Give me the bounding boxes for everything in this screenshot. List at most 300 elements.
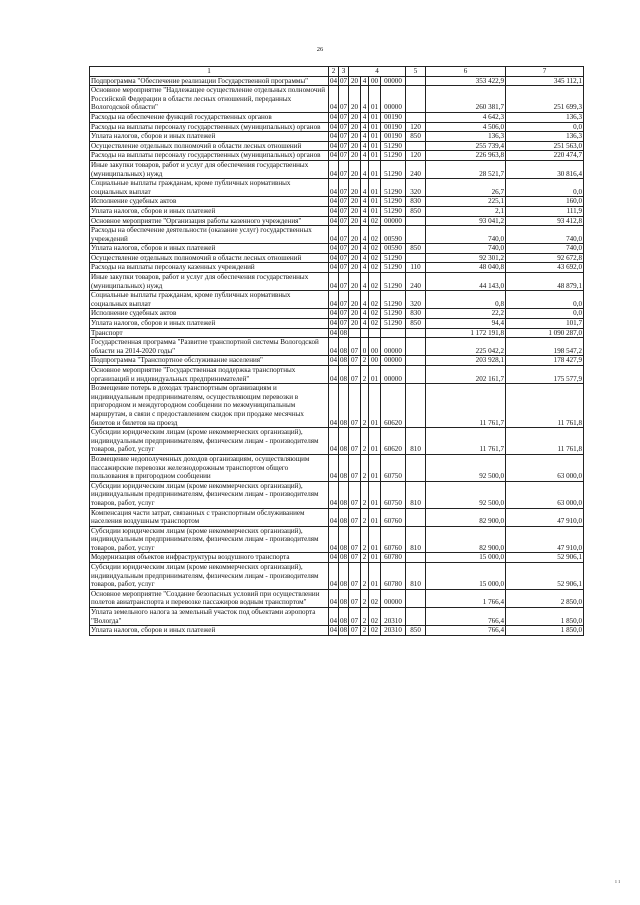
expense-type-cell: 830 [406, 309, 426, 319]
program-code-cell: 20 [349, 76, 361, 86]
table-row [90, 122, 584, 132]
row-name-cell: Транспорт [90, 328, 329, 338]
direction-code-cell: 51290 [381, 263, 406, 273]
subsection-code-cell: 08 [340, 356, 348, 365]
amount-year2-cell: 11 761,8 [506, 428, 584, 455]
event-code-cell: 01 [369, 112, 381, 122]
row-name-cell: Иные закупки товаров, работ и услуг для обеспечения государственных (муниципальных) нужд [90, 160, 329, 178]
amount-year2-cell: 251 699,3 [506, 86, 584, 113]
section-code-cell: 04 [329, 563, 339, 590]
amount-year2-cell: 47 910,0 [506, 526, 584, 553]
program-code-cell: 07 [349, 626, 361, 636]
subprogram-code-cell: 4 [361, 309, 369, 319]
subprogram-code-cell: 4 [361, 141, 369, 151]
amount-year1-cell: 92 500,0 [426, 454, 506, 481]
expense-type-cell [406, 589, 426, 607]
table-row [90, 112, 584, 122]
direction-code-cell: 60620 [381, 384, 406, 428]
expense-type-cell [406, 226, 426, 244]
section-code-cell: 04 [329, 454, 339, 481]
program-code-cell: 20 [349, 132, 361, 142]
amount-year2-cell: 63 000,0 [506, 481, 584, 508]
table-row [90, 179, 584, 197]
direction-code-cell: 51290 [381, 141, 406, 151]
event-code-cell: 02 [369, 263, 381, 273]
event-code-cell: 01 [369, 366, 381, 384]
direction-code-cell: 51290 [381, 160, 406, 178]
row-name-cell: Иные закупки товаров, работ и услуг для обеспечения государственных (муниципальных) нужд [90, 273, 329, 291]
subsection-code-cell: 07 [339, 179, 349, 197]
expense-type-cell [406, 328, 426, 338]
direction-code-cell: 00000 [381, 76, 406, 86]
expense-type-cell [406, 112, 426, 122]
table-row [90, 141, 584, 151]
row-name-cell: Расходы на выплаты персоналу государственных (муниципальных) органов [90, 122, 329, 132]
event-code-cell: 00 [369, 338, 381, 356]
amount-year2-cell: 251 563,0 [506, 141, 584, 151]
amount-year1-cell: 48 040,8 [426, 263, 506, 273]
direction-code-cell: 00590 [381, 244, 406, 254]
table-row [90, 76, 584, 86]
row-name-cell: Субсидии юридическим лицам (кроме некоммерческих организаций), индивидуальным предпринимателям, физическим лицам - производителям товаров, работ, услуг [90, 481, 329, 508]
subprogram-code-cell: 2 [361, 589, 369, 607]
program-code-cell: 20 [349, 206, 361, 216]
event-code-cell: 02 [369, 244, 381, 254]
table-row [90, 160, 584, 178]
subsection-code-cell: 07 [340, 216, 348, 225]
amount-year1-cell: 740,0 [426, 226, 506, 244]
amount-year2-cell: 48 879,1 [506, 273, 584, 291]
column-header: 3 [339, 67, 349, 77]
section-code-cell: 04 [330, 216, 338, 225]
row-name-cell: Основное мероприятие "Организация работы казенного учреждения" [90, 216, 329, 226]
program-code-cell: 20 [349, 122, 361, 132]
program-code-cell: 07 [349, 454, 361, 481]
section-code-cell: 04 [330, 319, 338, 328]
amount-year1-cell: 93 041,2 [426, 216, 506, 226]
program-code-cell: 07 [349, 384, 361, 428]
section-code-cell: 04 [330, 122, 338, 131]
row-name-cell: Исполнение судебных актов [90, 197, 329, 207]
subsection-code-cell: 07 [339, 273, 349, 291]
subprogram-code-cell: 4 [361, 216, 369, 226]
expense-type-cell [406, 253, 426, 263]
table-body [90, 76, 584, 635]
amount-year1-cell: 22,2 [426, 309, 506, 319]
expense-type-cell: 240 [406, 273, 426, 291]
program-code-cell: 07 [349, 526, 361, 553]
row-name-cell: Подпрограмма "Обеспечение реализации Государственной программы" [90, 76, 329, 86]
direction-code-cell: 51290 [381, 319, 406, 329]
program-code-cell: 07 [349, 508, 361, 526]
row-name-cell: Расходы на выплаты персоналу казенных учреждений [90, 263, 329, 273]
table-row [90, 253, 584, 263]
amount-year1-cell: 766,4 [426, 626, 506, 636]
subprogram-code-cell: 4 [361, 263, 369, 273]
amount-year1-cell: 226 963,8 [426, 151, 506, 161]
program-code-cell: 20 [349, 160, 361, 178]
subprogram-code-cell: 4 [361, 253, 369, 263]
row-name-cell: Государственная программа "Развитие транспортной системы Вологодской области на 2014-2020 годы" [90, 338, 329, 356]
subsection-code-cell: 08 [339, 481, 349, 508]
amount-year1-cell: 44 143,0 [426, 273, 506, 291]
direction-code-cell: 00000 [381, 589, 406, 607]
amount-year2-cell: 740,0 [506, 226, 584, 244]
table-row [90, 263, 584, 273]
subsection-code-cell: 08 [340, 553, 348, 562]
row-name-cell: Субсидии юридическим лицам (кроме некоммерческих организаций), индивидуальным предпринимателям, физическим лицам - производителям товаров, работ, услуг [90, 563, 329, 590]
program-code-cell: 20 [349, 179, 361, 197]
expense-type-cell: 320 [406, 179, 426, 197]
event-code-cell: 01 [369, 428, 381, 455]
program-code-cell: 20 [349, 197, 361, 207]
direction-code-cell: 00190 [381, 122, 406, 132]
subsection-code-cell: 07 [340, 76, 348, 85]
amount-year1-cell: 2,1 [426, 206, 506, 216]
budget-table [89, 66, 584, 636]
direction-code-cell: 60780 [381, 553, 406, 563]
event-code-cell: 00 [369, 76, 381, 86]
amount-year2-cell: 52 906,1 [506, 553, 584, 563]
section-code-cell: 04 [329, 273, 339, 291]
table-row [90, 366, 584, 384]
event-code-cell: 01 [369, 151, 381, 161]
expense-type-cell: 850 [406, 319, 426, 329]
table-row [90, 216, 584, 226]
row-name-cell: Уплата налогов, сборов и иных платежей [90, 206, 329, 216]
subprogram-code-cell: 4 [361, 206, 369, 216]
amount-year2-cell: 111,9 [506, 206, 584, 216]
direction-code-cell: 51290 [381, 291, 406, 309]
subsection-code-cell: 08 [340, 626, 348, 635]
subprogram-code-cell: 4 [361, 179, 369, 197]
expense-type-cell [406, 86, 426, 113]
subprogram-code-cell: 2 [361, 608, 369, 626]
subsection-code-cell: 07 [340, 253, 348, 262]
table-row [90, 553, 584, 563]
row-name-cell: Осуществление отдельных полномочий в области лесных отношений [90, 141, 329, 151]
amount-year2-cell: 345 112,1 [506, 76, 584, 86]
section-code-cell: 04 [330, 553, 338, 562]
row-name-cell: Модернизация объектов инфраструктуры воздушного транспорта [90, 553, 329, 563]
column-header: 7 [506, 67, 584, 77]
subprogram-code-cell: 2 [361, 481, 369, 508]
row-name-cell: Уплата земельного налога за земельный участок под объектами аэропорта "Вологда" [90, 608, 329, 626]
section-code-cell: 04 [330, 132, 338, 141]
program-code-cell [349, 328, 361, 338]
subsection-code-cell: 07 [340, 122, 348, 131]
subsection-code-cell: 07 [340, 206, 348, 215]
direction-code-cell: 20310 [381, 608, 406, 626]
subprogram-code-cell: 4 [361, 86, 369, 113]
subsection-code-cell: 08 [339, 384, 349, 428]
amount-year1-cell: 0,8 [426, 291, 506, 309]
subsection-code-cell: 07 [340, 263, 348, 272]
expense-type-cell [406, 141, 426, 151]
expense-type-cell: 240 [406, 160, 426, 178]
row-name-cell: Компенсация части затрат, связанных с транспортным обслуживанием населения воздушным транспортом [90, 508, 329, 526]
subprogram-code-cell: 4 [361, 112, 369, 122]
section-code-cell: 04 [329, 526, 339, 553]
subsection-code-cell: 08 [339, 508, 349, 526]
section-code-cell: 04 [330, 206, 338, 215]
event-code-cell: 02 [369, 253, 381, 263]
direction-code-cell: 20310 [381, 626, 406, 636]
amount-year1-cell: 1 766,4 [426, 589, 506, 607]
direction-code-cell: 51290 [381, 151, 406, 161]
row-name-cell: Расходы на выплаты персоналу государственных (муниципальных) органов [90, 151, 329, 161]
amount-year2-cell: 1 850,0 [506, 626, 584, 636]
amount-year1-cell: 26,7 [426, 179, 506, 197]
direction-code-cell: 51290 [381, 197, 406, 207]
direction-code-cell: 60760 [381, 526, 406, 553]
expense-type-cell: 850 [406, 132, 426, 142]
amount-year2-cell: 160,0 [506, 197, 584, 207]
event-code-cell: 02 [369, 319, 381, 329]
subprogram-code-cell: 2 [361, 626, 369, 636]
subprogram-code-cell: 4 [361, 273, 369, 291]
direction-code-cell: 00000 [381, 366, 406, 384]
expense-type-cell: 850 [406, 244, 426, 254]
row-name-cell: Расходы на обеспечение функций государственных органов [90, 112, 329, 122]
amount-year1-cell: 766,4 [426, 608, 506, 626]
row-name-cell: Уплата налогов, сборов и иных платежей [90, 319, 329, 329]
table-row [90, 197, 584, 207]
event-code-cell: 01 [369, 197, 381, 207]
direction-code-cell: 60760 [381, 508, 406, 526]
row-name-cell: Социальные выплаты гражданам, кроме публичных нормативных социальных выплат [90, 179, 329, 197]
amount-year2-cell: 198 547,2 [506, 338, 584, 356]
section-code-cell: 04 [329, 160, 339, 178]
table-row [90, 244, 584, 254]
program-code-cell: 20 [349, 273, 361, 291]
event-code-cell: 01 [369, 563, 381, 590]
subprogram-code-cell: 4 [361, 132, 369, 142]
row-name-cell: Уплата налогов, сборов и иных платежей [90, 132, 329, 142]
program-code-cell: 20 [349, 151, 361, 161]
table-row [90, 608, 584, 626]
amount-year1-cell: 136,3 [426, 132, 506, 142]
amount-year1-cell: 94,4 [426, 319, 506, 329]
direction-code-cell: 60620 [381, 428, 406, 455]
row-name-cell: Возмещение потерь в доходах транспортным организациям и индивидуальным предпринимателям, осуществляющим перевозки в пригородном и междугородном сообщении по межмуниципальным маршрутам, в связи с предоставлением скидок при продаже месячных билетов и билетов на проезд [90, 384, 329, 428]
table-row [90, 356, 584, 366]
section-code-cell: 04 [330, 244, 338, 253]
subprogram-code-cell: 2 [361, 454, 369, 481]
event-code-cell: 02 [369, 216, 381, 226]
event-code-cell: 02 [369, 589, 381, 607]
subprogram-code-cell: 2 [361, 366, 369, 384]
table-row [90, 384, 584, 428]
subprogram-code-cell: 4 [361, 319, 369, 329]
amount-year2-cell: 1 850,0 [506, 608, 584, 626]
table-row [90, 309, 584, 319]
subprogram-code-cell: 4 [361, 151, 369, 161]
amount-year1-cell: 92 500,0 [426, 481, 506, 508]
row-name-cell: Подпрограмма "Транспортное обслуживание населения" [90, 356, 329, 366]
event-code-cell: 01 [369, 86, 381, 113]
section-code-cell: 04 [329, 86, 339, 113]
margin-mark: ı ı [615, 879, 620, 885]
subsection-code-cell: 08 [339, 563, 349, 590]
amount-year1-cell: 82 900,0 [426, 508, 506, 526]
table-row [90, 273, 584, 291]
amount-year1-cell: 11 761,7 [426, 428, 506, 455]
table-row [90, 86, 584, 113]
section-code-cell: 04 [330, 151, 338, 160]
amount-year2-cell: 0,0 [506, 179, 584, 197]
subprogram-code-cell: 0 [361, 338, 369, 356]
amount-year2-cell: 93 412,8 [506, 216, 584, 226]
expense-type-cell: 810 [406, 428, 426, 455]
amount-year1-cell: 740,0 [426, 244, 506, 254]
row-name-cell: Уплата налогов, сборов и иных платежей [90, 626, 329, 636]
expense-type-cell: 850 [406, 206, 426, 216]
page-number: 26 [316, 46, 324, 53]
subsection-code-cell: 08 [339, 589, 349, 607]
subsection-code-cell: 07 [340, 197, 348, 206]
direction-code-cell: 00000 [381, 216, 406, 226]
subsection-code-cell: 08 [340, 328, 348, 337]
subsection-code-cell: 07 [340, 141, 348, 150]
direction-code-cell: 60780 [381, 563, 406, 590]
subprogram-code-cell: 4 [361, 76, 369, 86]
amount-year1-cell: 4 642,3 [426, 112, 506, 122]
event-code-cell: 02 [369, 309, 381, 319]
table-row [90, 589, 584, 607]
section-code-cell: 04 [329, 366, 339, 384]
table-row [90, 454, 584, 481]
direction-code-cell: 60750 [381, 454, 406, 481]
amount-year1-cell: 82 900,0 [426, 526, 506, 553]
expense-type-cell: 110 [406, 263, 426, 273]
expense-type-cell: 810 [406, 526, 426, 553]
section-code-cell: 04 [329, 428, 339, 455]
amount-year1-cell: 203 928,1 [426, 356, 506, 366]
table-row [90, 508, 584, 526]
row-name-cell: Осуществление отдельных полномочий в области лесных отношений [90, 253, 329, 263]
program-code-cell: 07 [349, 481, 361, 508]
expense-type-cell [406, 454, 426, 481]
row-name-cell: Основное мероприятие "Государственная поддержка транспортных организаций и индивидуальных предпринимателей" [90, 366, 329, 384]
amount-year2-cell: 178 427,9 [506, 356, 584, 366]
event-code-cell: 02 [369, 226, 381, 244]
amount-year1-cell: 11 761,7 [426, 384, 506, 428]
section-code-cell: 04 [330, 309, 338, 318]
section-code-cell: 04 [330, 76, 338, 85]
subsection-code-cell: 08 [339, 428, 349, 455]
section-code-cell: 04 [329, 179, 339, 197]
amount-year1-cell: 28 521,7 [426, 160, 506, 178]
expense-type-cell: 320 [406, 291, 426, 309]
expense-type-cell [406, 356, 426, 366]
row-name-cell: Уплата налогов, сборов и иных платежей [90, 244, 329, 254]
amount-year2-cell: 136,3 [506, 112, 584, 122]
amount-year2-cell: 1 090 287,0 [506, 328, 584, 338]
subsection-code-cell: 07 [340, 309, 348, 318]
section-code-cell: 04 [329, 338, 339, 356]
row-name-cell: Возмещение недополученных доходов организациям, осуществляющим пассажирские перевозки железнодорожным транспортом общего пользования в пригородном сообщении [90, 454, 329, 481]
expense-type-cell [406, 366, 426, 384]
table-row [90, 206, 584, 216]
section-code-cell: 04 [329, 291, 339, 309]
expense-type-cell [406, 76, 426, 86]
direction-code-cell: 51290 [381, 309, 406, 319]
section-code-cell: 04 [330, 328, 338, 337]
program-code-cell: 07 [349, 553, 361, 563]
event-code-cell: 01 [369, 526, 381, 553]
event-code-cell: 02 [369, 626, 381, 636]
amount-year2-cell: 0,0 [506, 309, 584, 319]
table-row [90, 151, 584, 161]
table-row [90, 563, 584, 590]
subsection-code-cell: 07 [340, 151, 348, 160]
section-code-cell: 04 [330, 141, 338, 150]
table-row [90, 319, 584, 329]
table-row [90, 291, 584, 309]
amount-year1-cell: 15 000,0 [426, 563, 506, 590]
subprogram-code-cell: 4 [361, 291, 369, 309]
section-code-cell: 04 [330, 263, 338, 272]
subsection-code-cell: 07 [340, 132, 348, 141]
subprogram-code-cell: 2 [361, 356, 369, 366]
subsection-code-cell: 08 [339, 526, 349, 553]
event-code-cell: 02 [369, 608, 381, 626]
subsection-code-cell: 07 [340, 244, 348, 253]
amount-year1-cell: 1 172 191,8 [426, 328, 506, 338]
amount-year2-cell: 63 000,0 [506, 454, 584, 481]
subprogram-code-cell: 4 [361, 122, 369, 132]
section-code-cell: 04 [329, 481, 339, 508]
program-code-cell: 07 [349, 428, 361, 455]
direction-code-cell: 00190 [381, 132, 406, 142]
event-code-cell: 01 [369, 553, 381, 563]
expense-type-cell [406, 338, 426, 356]
direction-code-cell: 00000 [381, 356, 406, 366]
amount-year1-cell: 202 161,7 [426, 366, 506, 384]
amount-year2-cell: 740,0 [506, 244, 584, 254]
subprogram-code-cell: 2 [361, 526, 369, 553]
amount-year2-cell: 0,0 [506, 122, 584, 132]
section-code-cell: 04 [329, 226, 339, 244]
amount-year2-cell: 220 474,7 [506, 151, 584, 161]
program-code-cell: 07 [349, 608, 361, 626]
direction-code-cell [381, 328, 406, 338]
expense-type-cell [406, 608, 426, 626]
row-name-cell: Социальные выплаты гражданам, кроме публичных нормативных социальных выплат [90, 291, 329, 309]
direction-code-cell: 00590 [381, 226, 406, 244]
subprogram-code-cell: 2 [361, 428, 369, 455]
expense-type-cell: 830 [406, 197, 426, 207]
amount-year1-cell: 260 381,7 [426, 86, 506, 113]
table-row [90, 428, 584, 455]
section-code-cell: 04 [330, 356, 338, 365]
amount-year2-cell: 0,0 [506, 291, 584, 309]
row-name-cell: Субсидии юридическим лицам (кроме некоммерческих организаций), индивидуальным предпринимателям, физическим лицам - производителям товаров, работ, услуг [90, 428, 329, 455]
amount-year2-cell: 92 672,8 [506, 253, 584, 263]
amount-year1-cell: 15 000,0 [426, 553, 506, 563]
table-row [90, 338, 584, 356]
subsection-code-cell: 07 [340, 319, 348, 328]
row-name-cell: Расходы на обеспечение деятельности (оказание услуг) государственных учреждений [90, 226, 329, 244]
amount-year1-cell: 92 301,2 [426, 253, 506, 263]
event-code-cell: 01 [369, 454, 381, 481]
subsection-code-cell: 07 [340, 112, 348, 121]
program-code-cell: 20 [349, 216, 361, 226]
event-code-cell: 00 [369, 356, 381, 366]
section-code-cell: 04 [330, 197, 338, 206]
subsection-code-cell: 07 [339, 160, 349, 178]
